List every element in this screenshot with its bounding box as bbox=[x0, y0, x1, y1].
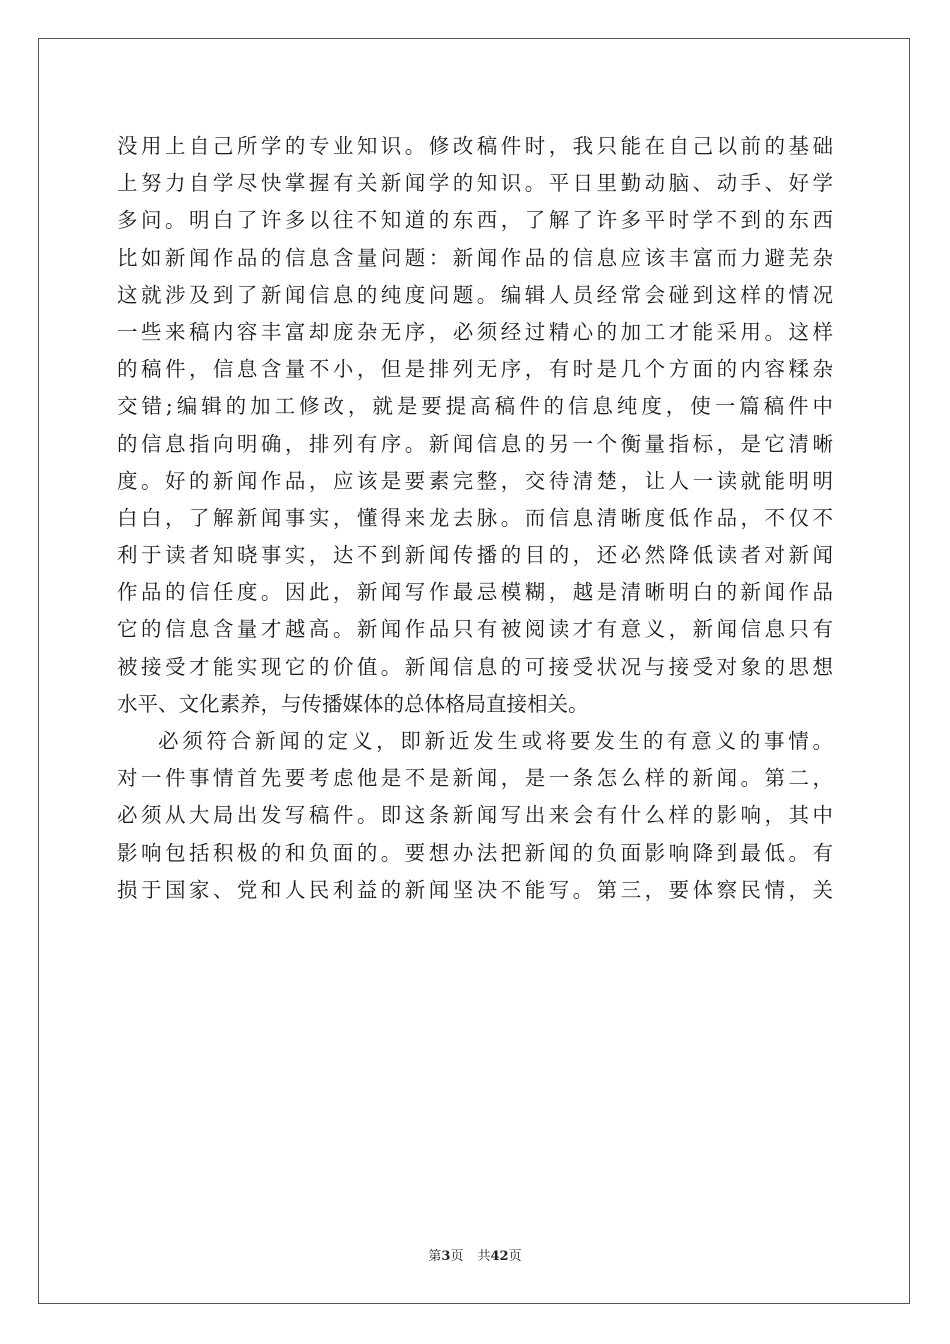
text-line: 它的信息含量才越高。新闻作品只有被阅读才有意义，新闻信息只有 bbox=[117, 617, 833, 642]
paragraph-1 bbox=[117, 128, 833, 723]
text-line: 被接受才能实现它的价值。新闻信息的可接受状况与接受对象的思想 bbox=[117, 654, 833, 679]
text-line: 必须符合新闻的定义，即新近发生或将要发生的有意义的事情。 bbox=[158, 729, 833, 753]
text-line: 比如新闻作品的信息含量问题：新闻作品的信息应该丰富而力避芜杂 bbox=[117, 245, 833, 270]
paragraph-2 bbox=[117, 723, 833, 909]
text-line: 对一件事情首先要考虑他是不是新闻，是一条怎么样的新闻。第二， bbox=[117, 766, 833, 791]
page-number: 3 bbox=[441, 1249, 451, 1264]
text-line: 损于国家、党和人民利益的新闻坚决不能写。第三，要体察民情，关 bbox=[117, 877, 833, 902]
total-pages: 42 bbox=[490, 1249, 509, 1264]
page-prefix: 第 bbox=[428, 1249, 442, 1264]
text-line: 没用上自己所学的专业知识。修改稿件时，我只能在自己以前的基础 bbox=[117, 134, 833, 158]
text-line: 交错;编辑的加工修改，就是要提高稿件的信息纯度，使一篇稿件中 bbox=[117, 394, 833, 419]
text-line: 这就涉及到了新闻信息的纯度问题。编辑人员经常会碰到这样的情况 bbox=[117, 282, 833, 307]
text-line: 度。好的新闻作品，应该是要素完整，交待清楚，让人一读就能明明 bbox=[117, 468, 833, 493]
text-line: 的信息指向明确，排列有序。新闻信息的另一个衡量指标，是它清晰 bbox=[117, 431, 833, 456]
total-prefix: 共 bbox=[477, 1249, 491, 1264]
total-suffix: 页 bbox=[508, 1249, 522, 1264]
text-line: 上努力自学尽快掌握有关新闻学的知识。平日里勤动脑、动手、好学 bbox=[117, 171, 833, 196]
text-line: 一些来稿内容丰富却庞杂无序，必须经过精心的加工才能采用。这样 bbox=[117, 319, 833, 344]
text-line: 影响包括积极的和负面的。要想办法把新闻的负面影响降到最低。有 bbox=[117, 840, 833, 865]
text-line: 多问。明白了许多以往不知道的东西，了解了许多平时学不到的东西 bbox=[117, 208, 833, 233]
text-line: 水平、文化素养，与传播媒体的总体格局直接相关。 bbox=[117, 691, 589, 716]
text-line: 必须从大局出发写稿件。即这条新闻写出来会有什么样的影响，其中 bbox=[117, 803, 833, 828]
text-line: 的稿件，信息含量不小，但是排列无序，有时是几个方面的内容糅杂 bbox=[117, 357, 833, 382]
page-footer bbox=[0, 1249, 950, 1265]
page-suffix: 页 bbox=[450, 1249, 464, 1264]
text-line: 作品的信任度。因此，新闻写作最忌模糊，越是清晰明白的新闻作品 bbox=[117, 580, 833, 605]
text-line: 白白，了解新闻事实，懂得来龙去脉。而信息清晰度低作品，不仅不 bbox=[117, 505, 833, 530]
document-body bbox=[117, 128, 833, 909]
text-line: 利于读者知晓事实，达不到新闻传播的目的，还必然降低读者对新闻 bbox=[117, 543, 833, 568]
